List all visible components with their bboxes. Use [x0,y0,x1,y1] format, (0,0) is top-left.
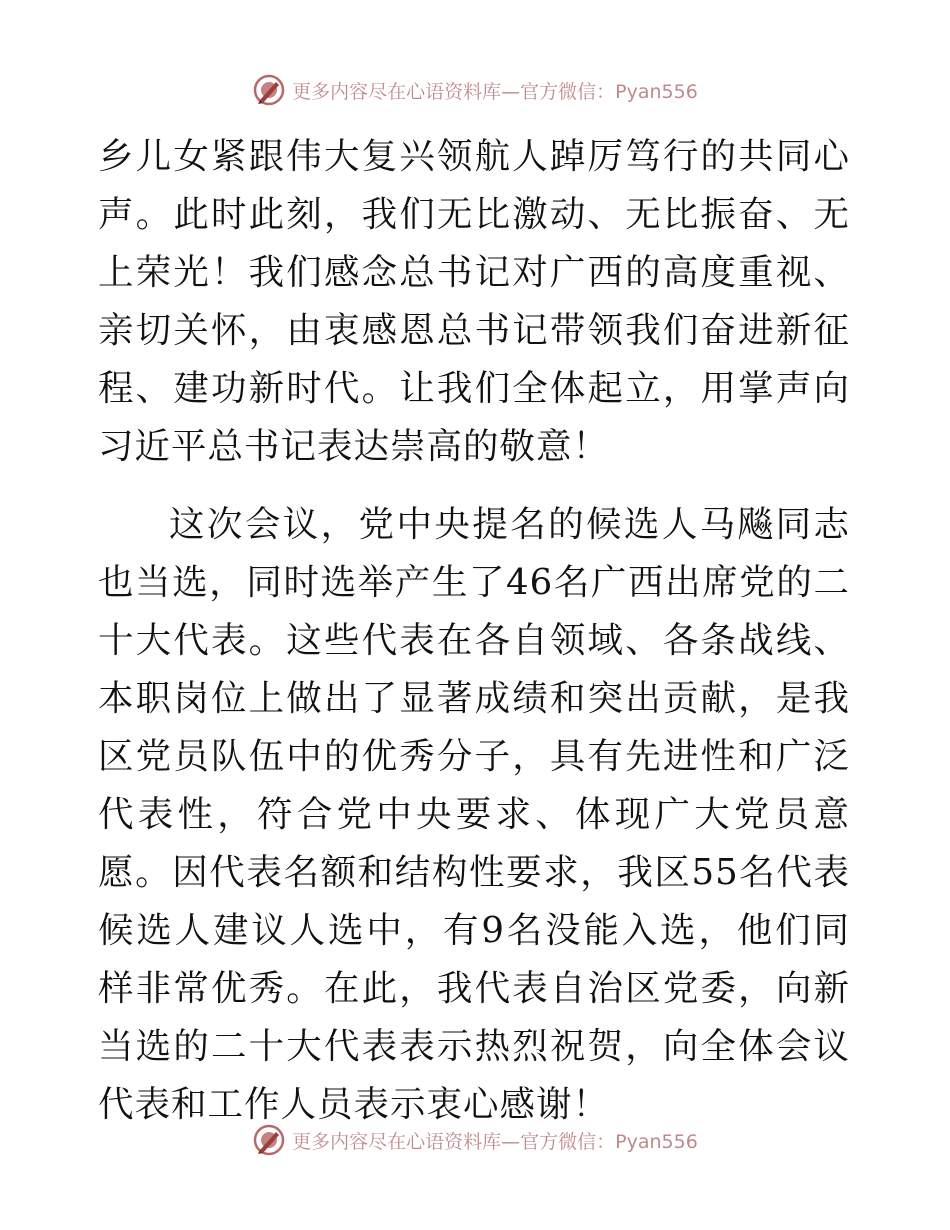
pen-seal-icon [252,73,286,107]
footer-watermark-banner [0,1120,950,1160]
header-watermark-banner [0,70,950,110]
paragraph-1: 乡儿女紧跟伟大复兴领航人踔厉笃行的共同心声。此时此刻，我们无比激动、无比振奋、无上荣光！我们感念总书记对广西的高度重视、亲切关怀，由衷感恩总书记带领我们奋进新征程、建功新时代。让我们全体起立，用掌声向习近平总书记表达崇高的敬意！ [98,136,850,467]
footer-banner-text: 更多内容尽在心语资料库—官方微信：Pyan556 [292,1130,698,1153]
document-body [98,128,850,1134]
header-banner-text: 更多内容尽在心语资料库—官方微信：Pyan556 [292,80,698,103]
pen-seal-icon [252,1123,286,1157]
paragraph-2: 这次会议，党中央提名的候选人马飚同志也当选，同时选举产生了46名广西出席党的二十大代表。这些代表在各自领域、各条战线、本职岗位上做出了显著成绩和突出贡献，是我区党员队伍中的优秀分子，具有先进性和广泛代表性，符合党中央要求、体现广大党员意愿。因代表名额和结构性要求，我区55名代表候选人建议人选中，有9名没能入选，他们同样非常优秀。在此，我代表自治区党委，向新当选的二十大代表表示热烈祝贺，向全体会议代表和工作人员表示衷心感谢！ [98,504,850,1125]
